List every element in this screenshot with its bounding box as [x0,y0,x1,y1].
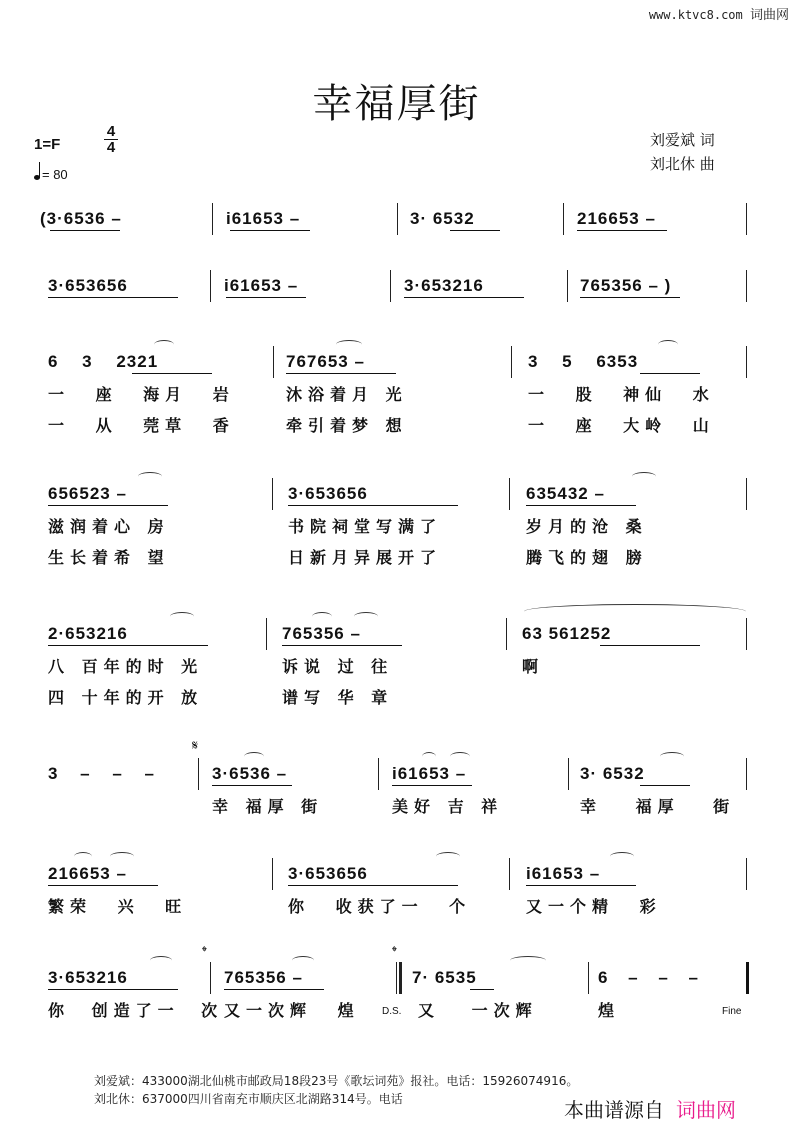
measure: 656523 – [48,484,127,503]
measure: 765356 – ) [580,276,672,295]
barline [588,962,589,994]
composer: 刘北休 曲 [650,155,715,173]
barline [746,858,747,890]
beam [580,297,680,298]
slur [422,752,436,761]
time-sig-top: 4 [106,123,116,140]
lyrics-chorus: 又 一次辉 [418,1001,538,1020]
barline [378,758,379,790]
lyrics-chorus: 幸 福厚 街 [212,797,324,816]
lyrics-chorus: 美好 吉 祥 [392,797,504,816]
beam [392,785,472,786]
key-signature: 1=F [34,136,61,153]
lyrics-verse-1: 一 座 海月 岩 [48,385,235,404]
measure: 3·653656 [288,484,368,503]
measure: 3·653216 [48,968,128,987]
slur [292,956,314,965]
segno-icon: 𝄋 [192,738,199,754]
slur [150,956,172,965]
lyricist: 刘爱斌 词 [650,131,715,149]
final-barline [746,962,749,994]
lyrics-verse-2: 一 从 莞草 香 [48,416,235,435]
measure: 216653 – [48,864,127,883]
lyrics-verse-1: 诉说 过 往 [282,657,394,676]
measure: 6 3 2321 [48,352,159,371]
slur [658,340,678,349]
lyrics-verse-1: 岁月的沧 桑 [526,517,648,536]
measure: 3 – – – [48,764,155,783]
repeat-barline [396,962,399,994]
beam [48,505,168,506]
beam [48,885,158,886]
lyrics-chorus: 繁荣 兴 旺 [48,897,188,916]
slur [610,852,634,861]
measure: 6 – – – [598,968,699,987]
beam [470,989,494,990]
ds-marking: D.S. [382,1006,402,1017]
beam [230,230,310,231]
coda-icon: 𝄌 [202,944,207,960]
slur [138,472,162,481]
lyrics-verse-2: 一 座 大岭 山 [528,416,715,435]
lyrics-verse-1: 八 百年的时 光 [48,657,204,676]
beam [577,230,667,231]
measure: 3·6536 – [212,764,288,783]
watermark-site: 词曲网 [749,8,789,23]
barline [746,203,747,235]
lyrics-verse-2: 谱写 华 章 [282,688,394,707]
beam [288,885,458,886]
barline [390,270,391,302]
beam [132,373,212,374]
measure: 3·653656 [48,276,128,295]
lyrics-verse-2: 生长着希 望 [48,548,170,567]
beam [640,373,700,374]
slur [154,340,174,349]
beam [526,505,636,506]
measure: (3·6536 – [40,209,122,228]
slur [312,612,332,621]
slur [244,752,264,761]
watermark [649,4,789,23]
lyrics-verse-2: 日新月异展开了 [288,548,443,567]
slur [170,612,194,621]
lyrics-chorus: 幸 福厚 街 [580,797,736,816]
lyrics-verse-2: 牵引着梦 想 [286,416,408,435]
source-credit [564,1094,736,1123]
lyrics-verse-1: 沐浴着月 光 [286,385,408,404]
source-label: 本曲谱源自 [564,1098,664,1122]
slur [510,956,546,965]
coda-icon: 𝄌 [392,944,397,960]
barline [210,962,211,994]
barline [272,478,273,510]
beam [288,505,458,506]
barline [567,270,568,302]
lyrics-chorus: 你 收获了一 个 [288,897,472,916]
barline [746,618,747,650]
barline [746,346,747,378]
beam [224,989,324,990]
beam [450,230,500,231]
beam [48,645,208,646]
lyrics-chorus: 煌 [598,1001,621,1020]
song-title: 幸福厚街 [312,81,481,127]
source-brand: 词曲网 [676,1098,736,1122]
lyrics-verse-2: 腾飞的翅 膀 [526,548,648,567]
lyrics-chorus: 又一次辉 煌 [224,1001,360,1020]
time-sig-bottom: 4 [106,139,116,156]
barline [210,270,211,302]
tempo-marking [34,167,68,182]
lyrics-verse-1: 一 股 神仙 水 [528,385,715,404]
barline [746,478,747,510]
beam [48,297,178,298]
credits [650,128,715,176]
measure: 3·653216 [404,276,484,295]
slur [110,852,134,861]
measure: 3 5 6353 [528,352,639,371]
lyricist-contact: 刘爱斌：433000湖北仙桃市邮政局18段23号《歌坛词苑》报社。电话：15926074916。 [94,1074,579,1088]
measure: 765356 – [224,968,303,987]
slur [336,340,362,349]
measure: i61653 – [224,276,299,295]
barline [509,478,510,510]
measure: 765356 – [282,624,361,643]
measure: 3· 6532 [410,209,475,228]
beam [50,230,120,231]
beam [282,645,402,646]
measure: 63 561252 [522,624,612,643]
beam [404,297,524,298]
measure: 2·653216 [48,624,128,643]
barline [273,346,274,378]
barline [563,203,564,235]
measure: 7· 6535 [412,968,477,987]
beam [640,785,690,786]
lyrics-verse-2: 四 十年的开 放 [48,688,204,707]
slur [450,752,470,761]
barline [212,203,213,235]
barline [506,618,507,650]
measure: i61653 – [226,209,301,228]
measure: 216653 – [577,209,656,228]
lyrics-verse-1: 啊 [522,657,545,676]
barline [198,758,199,790]
barline [511,346,512,378]
beam [48,989,178,990]
lyrics-chorus: 又一个精 彩 [526,897,662,916]
quarter-note-icon [34,175,40,180]
measure: 3·653656 [288,864,368,883]
watermark-url: www.ktvc8.com [648,8,743,22]
lyrics-chorus: 你 创造了一 次 [48,1001,224,1020]
barline [568,758,569,790]
contact-info [94,1072,578,1108]
lyrics-verse-1: 书院祠堂写满了 [288,517,443,536]
beam [526,885,636,886]
beam [226,297,306,298]
barline [272,858,273,890]
slur [632,472,656,481]
time-signature [104,124,118,155]
barline [266,618,267,650]
slur [660,752,684,761]
tempo-value: = 80 [42,167,68,182]
barline [746,758,747,790]
barline [746,270,747,302]
beam [600,645,700,646]
measure: i61653 – [526,864,601,883]
barline [509,858,510,890]
composer-contact: 刘北休：637000四川省南充市顺庆区北湖路314号。电话 [94,1092,403,1106]
slur [436,852,460,861]
measure: i61653 – [392,764,467,783]
fine-marking: Fine [722,1006,742,1017]
beam [212,785,292,786]
slur [354,612,378,621]
measure: 3· 6532 [580,764,645,783]
measure: 635432 – [526,484,605,503]
measure: 767653 – [286,352,365,371]
slur [74,852,92,861]
lyrics-verse-1: 滋润着心 房 [48,517,170,536]
long-slur [524,604,746,619]
barline [397,203,398,235]
beam [286,373,396,374]
